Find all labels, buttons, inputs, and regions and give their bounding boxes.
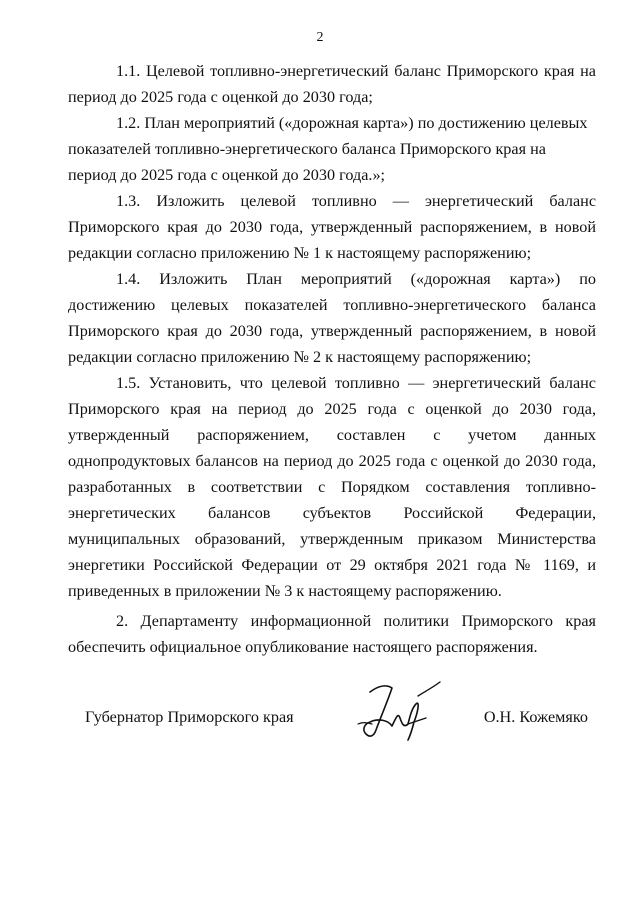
page-number: 2 — [316, 30, 324, 45]
paragraph-2: 2. Департаменту информационной политики Приморского края обеспечить официальное опубликование настоящего распоряжения. — [68, 612, 596, 656]
paragraph-1-1: 1.1. Целевой топливно-энергетический баланс Приморского края на период до 2025 года с оценкой до 2030 года; — [68, 62, 596, 106]
paragraph-1-5: 1.5. Установить, что целевой топливно — энергетический баланс Приморского края на период до 2025 года с оценкой до 2030 года, утвержденный распоряжением, составлен с учетом данных однопродуктовых балансов на период до 2025 года с оценкой до 2030 года, разработанных в соответствии с Порядком составления топливно-энергетических балансов субъектов Российской Федерации, муниципальных образований, утвержденным приказом Министерства энергетики Российской Федерации от 29 октября 2021 года № 1169, и приведенных в приложении № 3 к настоящему распоряжению. — [68, 374, 596, 600]
paragraph-1-2: 1.2. План мероприятий («дорожная карта») по достижению целевых показателей топливно-энергетического баланса Приморского края на период до 2025 года с оценкой до 2030 года.»; — [68, 114, 588, 184]
paragraph-1-4: 1.4. Изложить План мероприятий («дорожная карта») по достижению целевых показателей топливно-энергетического баланса Приморского края до 2030 года, утвержденный распоряжением, в новой редакции согласно приложению № 2 к настоящему распоряжению; — [68, 270, 596, 366]
governor-title: Губернатор Приморского края — [85, 708, 294, 726]
paragraph-1-3: 1.3. Изложить целевой топливно — энергетический баланс Приморского края до 2030 года, утвержденный распоряжением, в новой редакции согласно приложению № 1 к настоящему распоряжению; — [68, 192, 596, 262]
signature-block — [0, 700, 640, 740]
document-body — [68, 58, 596, 660]
handwritten-signature — [348, 678, 448, 746]
governor-name: О.Н. Кожемяко — [483, 708, 588, 726]
